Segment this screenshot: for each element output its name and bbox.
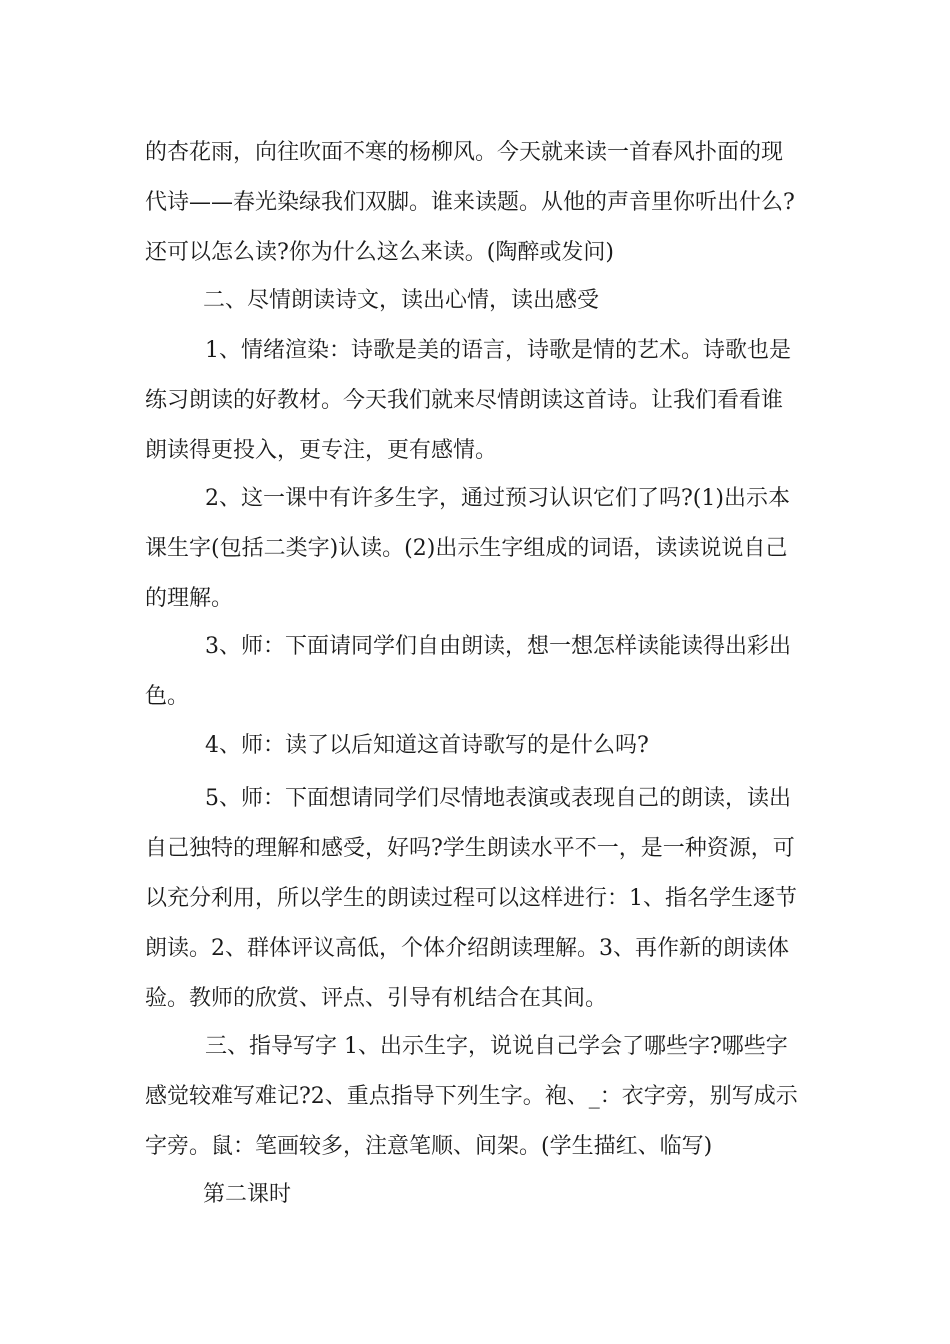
text-line: 3、师：下面请同学们自由朗读，想一想怎样读能读得出彩出 bbox=[205, 634, 791, 659]
text-line: 朗读。2、群体评议高低，个体介绍朗读理解。3、再作新的朗读体 bbox=[145, 936, 789, 961]
lesson-heading bbox=[145, 1170, 815, 1220]
section-heading-3 bbox=[145, 1022, 815, 1172]
text-line: 课生字(包括二类字)认读。(2)出示生字组成的词语，读读说说自己 bbox=[145, 536, 788, 561]
text-line: 2、这一课中有许多生字，通过预习认识它们了吗?(1)出示本 bbox=[205, 486, 790, 511]
text-line: 感觉较难写难记?2、重点指导下列生字。袍、_：衣字旁，别写成示 bbox=[145, 1084, 798, 1109]
text-line: 朗读得更投入，更专注，更有感情。 bbox=[145, 438, 498, 463]
text-line: 的理解。 bbox=[145, 586, 234, 611]
paragraph-intro bbox=[145, 128, 815, 278]
text-line: 色。 bbox=[145, 684, 190, 709]
paragraph-step-2 bbox=[145, 474, 815, 624]
text-line: 4、师：读了以后知道这首诗歌写的是什么吗? bbox=[205, 733, 649, 758]
text-line: 练习朗读的好教材。今天我们就来尽情朗读这首诗。让我们看看谁 bbox=[145, 388, 784, 413]
section-heading-2 bbox=[145, 276, 815, 326]
paragraph-step-5 bbox=[145, 774, 815, 1024]
text-line: 1、情绪渲染：诗歌是美的语言，诗歌是情的艺术。诗歌也是 bbox=[205, 338, 791, 363]
text-line: 自己独特的理解和感受，好吗?学生朗读水平不一，是一种资源，可 bbox=[145, 836, 795, 861]
paragraph-step-1 bbox=[145, 326, 815, 476]
text-line: 字旁。鼠：笔画较多，注意笔顺、间架。(学生描红、临写) bbox=[145, 1134, 713, 1159]
text-line: 三、指导写字 1、出示生字，说说自己学会了哪些字?哪些字 bbox=[205, 1034, 788, 1059]
text-line: 以充分利用，所以学生的朗读过程可以这样进行：1、指名学生逐节 bbox=[145, 886, 797, 911]
text-line: 第二课时 bbox=[203, 1182, 292, 1207]
paragraph-step-4 bbox=[145, 721, 815, 771]
text-line: 的杏花雨，向往吹面不寒的杨柳风。今天就来读一首春风扑面的现 bbox=[145, 140, 784, 165]
text-line: 代诗——春光染绿我们双脚。谁来读题。从他的声音里你听出什么? bbox=[145, 190, 795, 215]
text-line: 验。教师的欣赏、评点、引导有机结合在其间。 bbox=[145, 986, 608, 1011]
text-line: 二、尽情朗读诗文，读出心情，读出感受 bbox=[203, 288, 600, 313]
text-line: 5、师：下面想请同学们尽情地表演或表现自己的朗读，读出 bbox=[205, 786, 791, 811]
paragraph-step-3 bbox=[145, 622, 815, 722]
text-line: 还可以怎么读?你为什么这么来读。(陶醉或发问) bbox=[145, 240, 614, 265]
